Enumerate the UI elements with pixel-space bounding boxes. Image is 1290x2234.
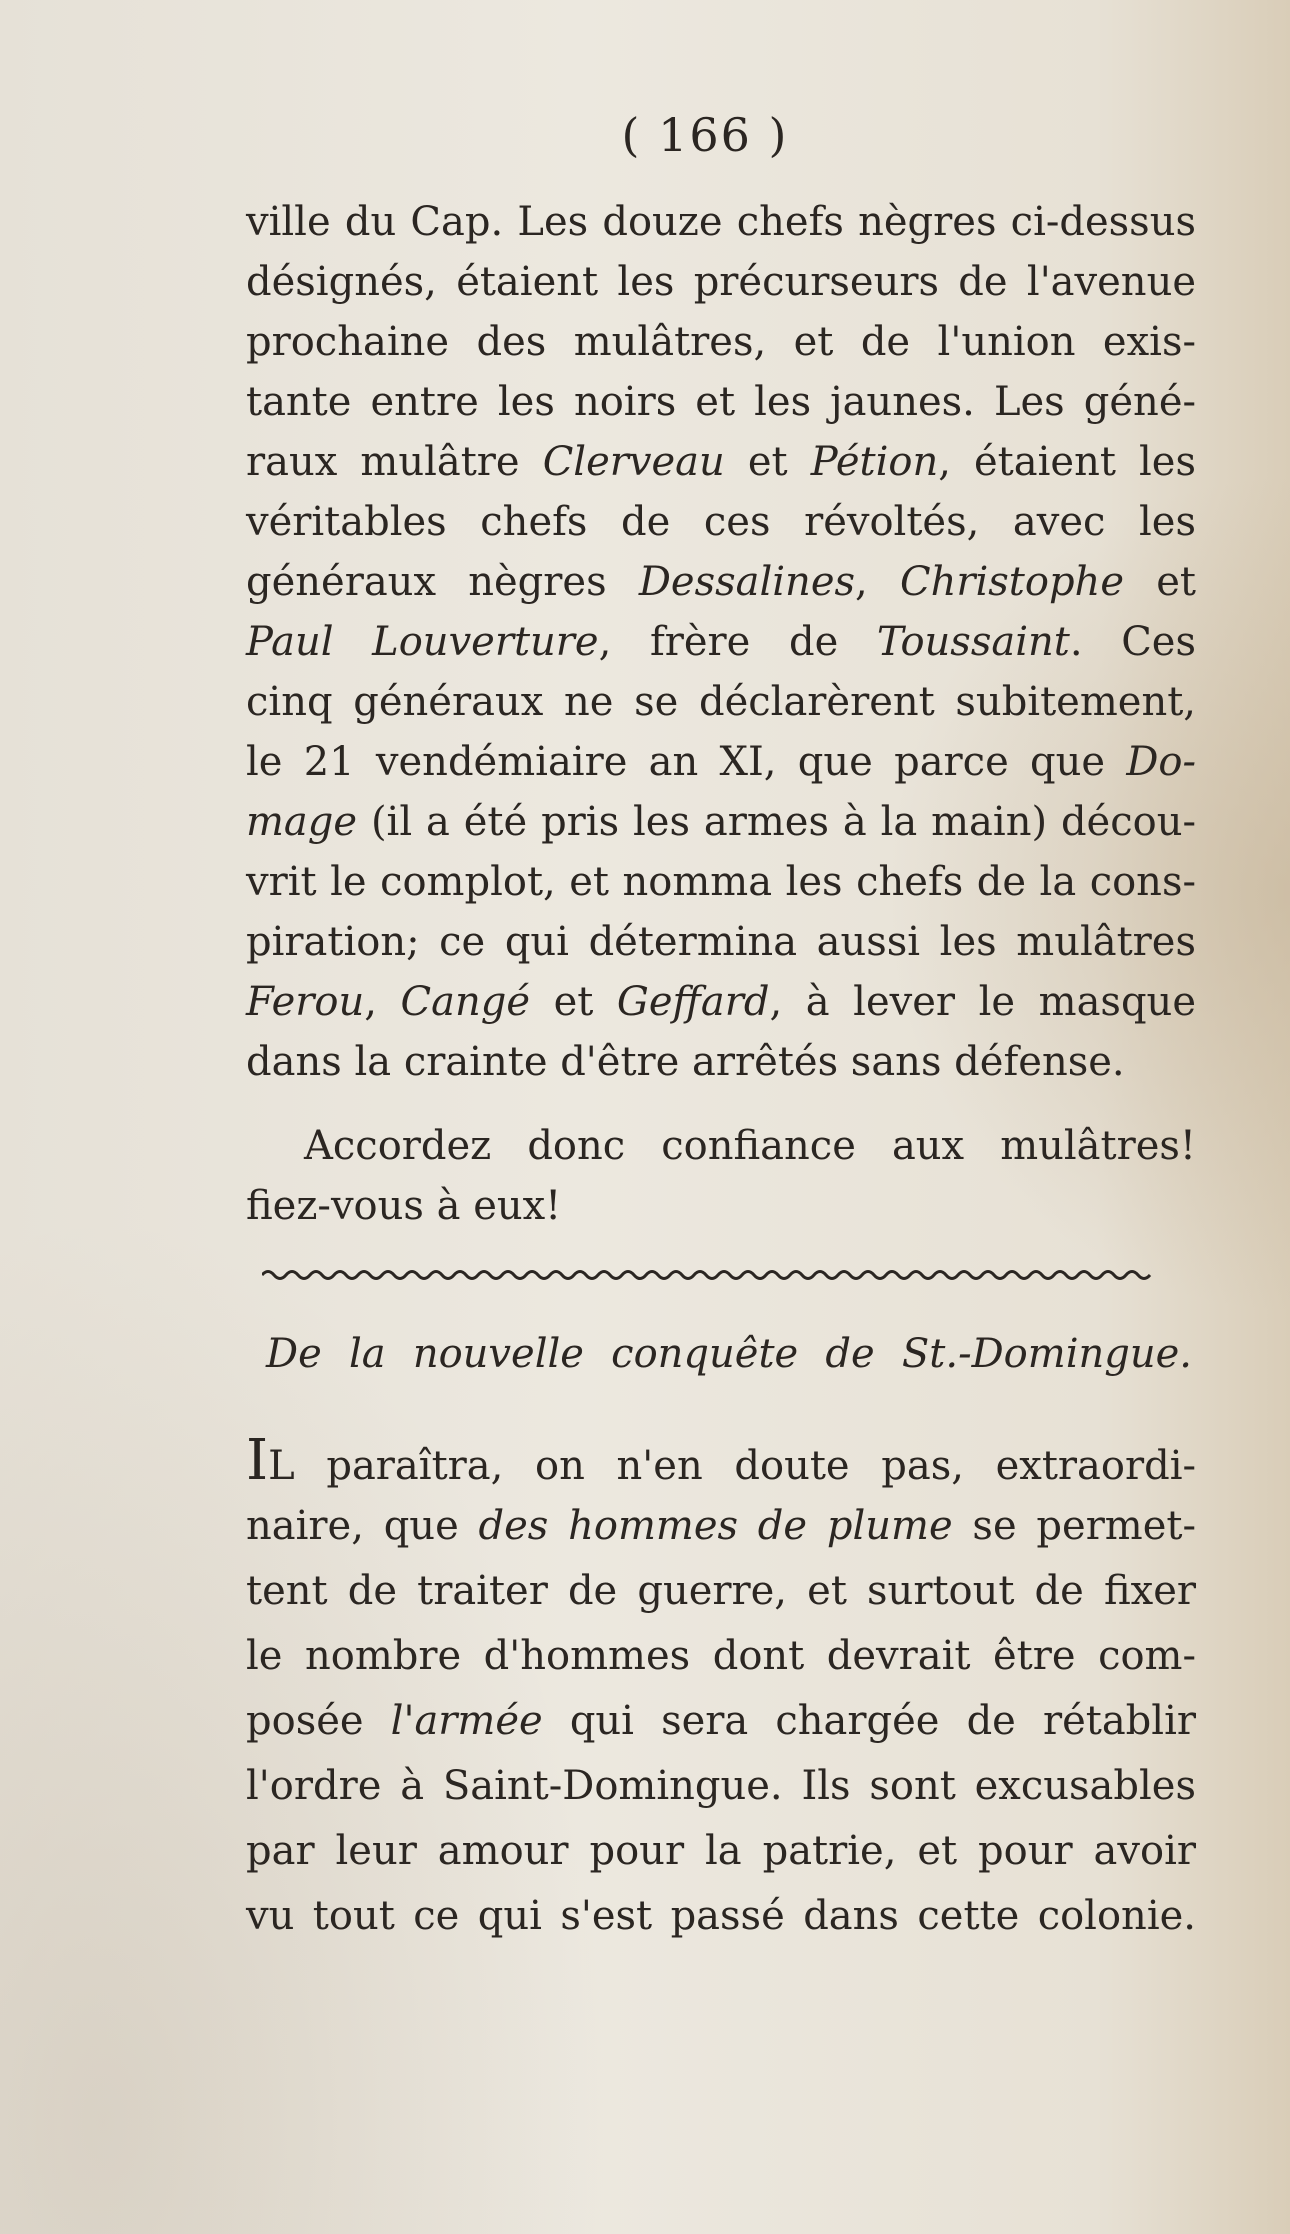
text-line: IL paraîtra, on n'en doute pas, extraordi- [246, 1428, 1196, 1493]
text-line: Ferou, Cangé et Geffard, à lever le masque [246, 979, 1196, 1025]
text-line: raux mulâtre Clerveau et Pétion, étaient les [246, 439, 1196, 485]
text-line: piration; ce qui détermina aussi les mulâtres [246, 919, 1196, 965]
text-line: Accordez donc confiance aux mulâtres! [304, 1123, 1196, 1169]
text-line: cinq généraux ne se déclarèrent subitement, [246, 679, 1196, 725]
text-line: prochaine des mulâtres, et de l'union exis- [246, 319, 1196, 365]
text-line: fiez-vous à eux! [246, 1183, 562, 1229]
text-line: dans la crainte d'être arrêtés sans défense. [246, 1039, 1125, 1085]
text-line: tante entre les noirs et les jaunes. Les géné- [246, 379, 1196, 425]
wavy-rule-divider [262, 1265, 1192, 1285]
text-line: vrit le complot, et nomma les chefs de la cons- [246, 859, 1196, 905]
text-line: Paul Louverture, frère de Toussaint. Ces [246, 619, 1196, 665]
text-line: posée l'armée qui sera chargée de rétablir [246, 1698, 1196, 1744]
text-line: l'ordre à Saint-Domingue. Ils sont excusables [246, 1763, 1196, 1809]
text-line: le 21 vendémiaire an XI, que parce que Do- [246, 739, 1196, 785]
text-line: véritables chefs de ces révoltés, avec les [246, 499, 1196, 545]
text-line: par leur amour pour la patrie, et pour avoir [246, 1828, 1196, 1874]
text-line: vu tout ce qui s'est passé dans cette colonie. [246, 1893, 1196, 1939]
text-line: mage (il a été pris les armes à la main) décou- [246, 799, 1196, 845]
text-line: tent de traiter de guerre, et surtout de fixer [246, 1568, 1196, 1614]
page-number: ( 166 ) [621, 108, 789, 162]
text-line: naire, que des hommes de plume se permet- [246, 1503, 1197, 1549]
text-line: le nombre d'hommes dont devrait être com- [246, 1633, 1196, 1679]
section-heading: De la nouvelle conquête de St.-Domingue. [266, 1331, 1192, 1377]
drop-cap: I [246, 1428, 269, 1493]
text-line: ville du Cap. Les douze chefs nègres ci-dessus [246, 199, 1196, 245]
text-line: désignés, étaient les précurseurs de l'avenue [246, 259, 1196, 305]
text-line: généraux nègres Dessalines, Christophe et [246, 559, 1196, 605]
